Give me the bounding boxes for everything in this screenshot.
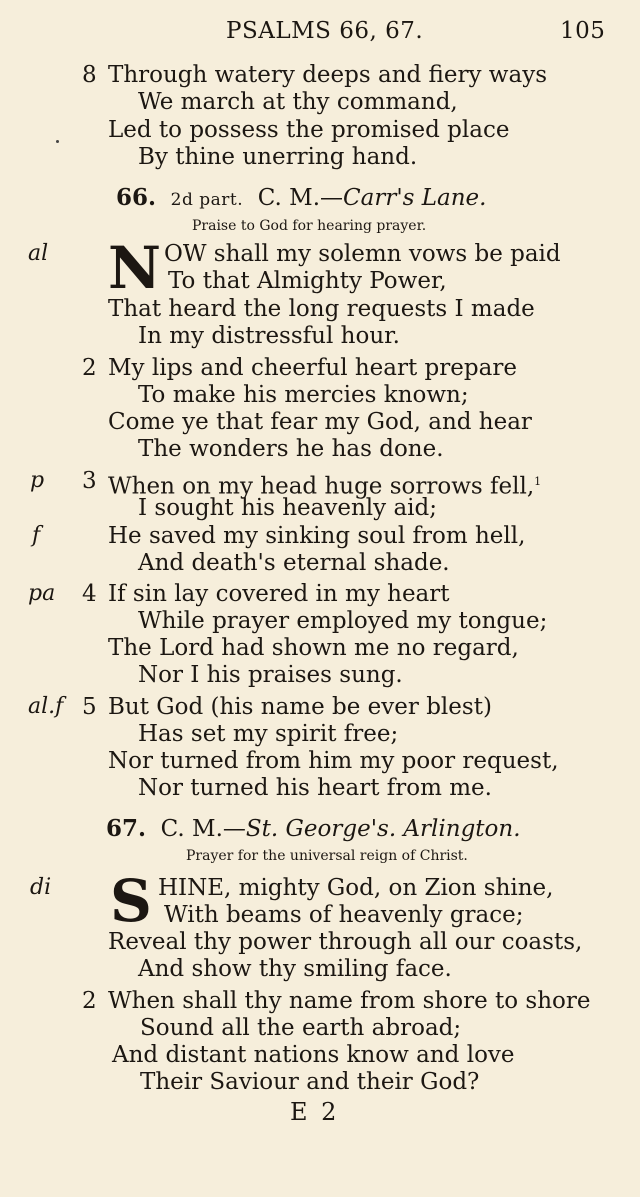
- verse-number: 2: [82, 355, 97, 381]
- verse-number: 3: [82, 468, 97, 494]
- running-title: PSALMS 66, 67.: [226, 18, 424, 44]
- hymn-subtitle: Prayer for the universal reign of Christ.: [186, 848, 468, 864]
- verse-line: And distant nations know and love: [112, 1042, 515, 1068]
- dynamic-marking: di: [30, 875, 52, 900]
- verse-line: Nor turned his heart from me.: [138, 775, 492, 801]
- hymn-heading: [116, 184, 486, 211]
- dynamic-marking: al: [28, 241, 49, 266]
- signature-mark: E 2: [290, 1098, 340, 1126]
- verse-line: While prayer employed my tongue;: [138, 608, 548, 634]
- hymn-number: 67.: [106, 815, 147, 842]
- verse-line: My lips and cheerful heart prepare: [108, 355, 517, 381]
- verse-number: 8: [82, 62, 97, 88]
- ink-speck: [56, 140, 59, 143]
- verse-number: 4: [82, 581, 97, 607]
- verse-line: To that Almighty Power,: [168, 268, 447, 294]
- verse-line: Come ye that fear my God, and hear: [108, 409, 532, 435]
- verse-line: The Lord had shown me no regard,: [108, 635, 519, 661]
- verse-line: In my distressful hour.: [138, 323, 400, 349]
- footnote-mark: 1: [534, 475, 542, 488]
- hymn-meter: C. M.—: [160, 816, 246, 842]
- verse-line: Sound all the earth abroad;: [140, 1015, 462, 1041]
- hymn-subtitle: Praise to God for hearing prayer.: [192, 218, 427, 234]
- hymn-number: 66.: [116, 184, 157, 211]
- verse-line: If sin lay covered in my heart: [108, 581, 450, 607]
- verse-line: We march at thy command,: [138, 89, 458, 115]
- verse-line: That heard the long requests I made: [108, 296, 535, 322]
- page-number: 105: [560, 18, 606, 44]
- verse-line: When shall thy name from shore to shore: [108, 988, 591, 1014]
- dynamic-marking: f: [32, 523, 41, 548]
- verse-line: HINE, mighty God, on Zion shine,: [158, 875, 554, 901]
- drop-cap: S: [110, 867, 152, 935]
- verse-line: And death's eternal shade.: [138, 550, 450, 576]
- verse-line: Has set my spirit free;: [138, 721, 399, 747]
- verse-line: To make his mercies known;: [138, 382, 469, 408]
- verse-line: With beams of heavenly grace;: [164, 902, 524, 928]
- verse-line: Through watery deeps and fiery ways: [108, 62, 547, 88]
- drop-cap: N: [108, 234, 162, 302]
- hymn-heading: [106, 815, 521, 842]
- verse-number: 2: [82, 988, 97, 1014]
- verse-line: Nor I his praises sung.: [138, 662, 403, 688]
- verse-line: The wonders he has done.: [138, 436, 444, 462]
- verse-line: And show thy smiling face.: [138, 956, 452, 982]
- hymn-part: 2d part.: [170, 190, 244, 210]
- hymn-tune: Carr's Lane.: [343, 185, 487, 211]
- verse-line: Nor turned from him my poor request,: [108, 748, 559, 774]
- dynamic-marking: al.f: [28, 694, 64, 719]
- verse-number: 5: [82, 694, 97, 720]
- verse-line: But God (his name be ever blest): [108, 694, 492, 720]
- verse-line: Led to possess the promised place: [108, 117, 510, 143]
- verse-line-text: When on my head huge sorrows fell,: [108, 473, 535, 500]
- verse-line: Reveal thy power through all our coasts,: [108, 929, 583, 955]
- verse-line: He saved my sinking soul from hell,: [108, 523, 526, 549]
- verse-line: I sought his heavenly aid;: [138, 495, 437, 521]
- verse-line: By thine unerring hand.: [138, 144, 418, 170]
- dynamic-marking: pa: [28, 581, 56, 606]
- dynamic-marking: p: [30, 468, 45, 493]
- hymn-meter: C. M.—: [257, 185, 344, 211]
- verse-line: OW shall my solemn vows be paid: [164, 241, 561, 267]
- verse-line: Their Saviour and their God?: [140, 1069, 480, 1095]
- hymn-tune: St. George's. Arlington.: [245, 816, 521, 842]
